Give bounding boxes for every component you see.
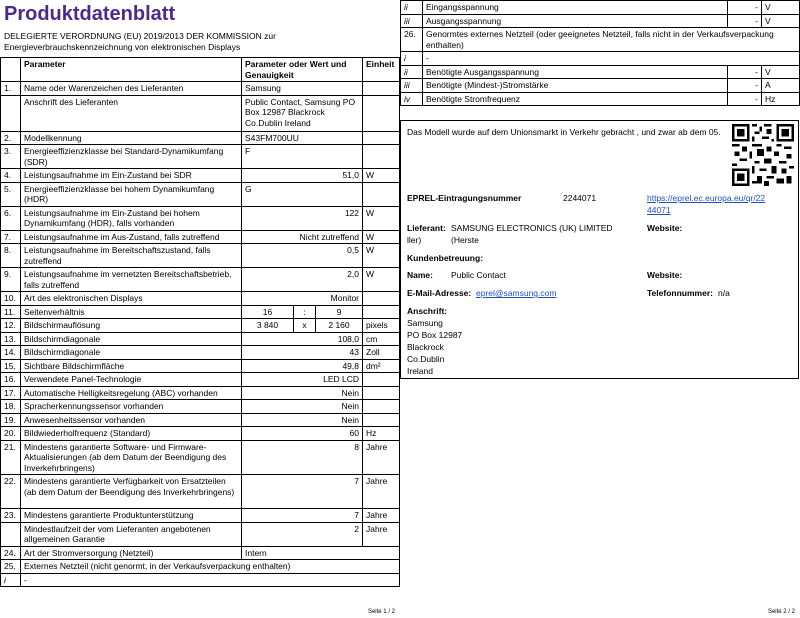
aspect-separator: : [294,305,316,319]
row-value: - [728,92,762,106]
sub-row-number: i [1,573,21,587]
address-line: Blackrock [407,342,444,352]
row-label: Leistungsaufnahme im Ein-Zustand bei hohem Dynamikumfang (HDR), falls vorhanden [21,206,242,230]
table-row [1,546,400,560]
row-unit: W [363,230,400,244]
row-label: Anwesenheitssensor vorhanden [21,413,242,427]
row-number [1,522,21,546]
sub-row-number: iv [401,92,423,106]
eprel-link-line-1: https://eprel.ec.europa.eu/qr/22 [647,193,766,203]
header-parameter: Parameter [21,58,242,82]
table-row [1,332,400,346]
row-unit: Zoll [363,346,400,360]
row-number: 6. [1,206,21,230]
table-row [1,386,400,400]
row-unit [363,400,400,414]
row-value: 122 [242,206,363,230]
row-unit: V [762,14,800,28]
row-number: 9. [1,268,21,292]
row-label: Externes Netzteil (nicht genormt, in der Verkaufsverpackung enthalten) [21,560,400,574]
row-unit [363,95,400,131]
row-value: 0,5 [242,244,363,268]
resolution-separator: x [294,319,316,333]
page-footer: Seite 2 / 2 [767,609,795,615]
row-label: Bildwiederholfrequenz (Standard) [21,427,242,441]
row-label: Bildschirmauflösung [21,319,242,333]
table-header-row [1,58,400,82]
row-value: S43FM700UU [242,131,363,145]
row-number: 1. [1,82,21,96]
table-row [401,92,800,106]
email-label: E-Mail-Adresse: [407,288,472,298]
aspect-width: 16 [242,305,294,319]
row-unit [363,131,400,145]
row-value: Samsung [242,82,363,96]
sub-row-number: ii [401,1,423,15]
row-unit: Hz [762,92,800,106]
row-unit: W [363,206,400,230]
row-value: Nein [242,400,363,414]
table-row [401,1,800,15]
supplier-value [451,222,641,246]
contact-name-label: Name: [407,270,433,280]
row-label: Mindestlaufzeit der vom Lieferanten angebotenen allgemeinen Garantie [21,522,242,546]
row-unit [363,386,400,400]
table-row [1,268,400,292]
row-unit: Jahre [363,440,400,475]
email-link[interactable]: eprel@samsung.com [476,288,557,298]
row-unit: Jahre [363,509,400,523]
table-row [1,509,400,523]
table-row [1,244,400,268]
resolution-height: 2 160 [316,319,363,333]
table-row [401,52,800,66]
row-unit: cm [363,332,400,346]
row-label: Benötigte Stromfrequenz [423,92,728,106]
row-label: Seitenverhältnis [21,305,242,319]
row-number: 20. [1,427,21,441]
row-number: 18. [1,400,21,414]
row-value: - [728,1,762,15]
row-label: Name oder Warenzeichen des Lieferanten [21,82,242,96]
table-row [1,346,400,360]
row-label: Verwendete Panel-Technologie [21,373,242,387]
row-unit: V [762,65,800,79]
table-row [1,475,400,509]
row-unit [363,292,400,306]
row-label: Automatische Helligkeitsregelung (ABC) vorhanden [21,386,242,400]
row-value: 60 [242,427,363,441]
eprel-link-line-2: 44071 [647,205,671,215]
website-label-2: Website: [647,270,683,280]
table-row [1,413,400,427]
row-label: Leistungsaufnahme im vernetzten Bereitschaftsbetrieb, falls zutreffend [21,268,242,292]
row-number: 5. [1,182,21,206]
row-value: LED LCD [242,373,363,387]
row-unit [363,82,400,96]
table-row [1,230,400,244]
table-row [1,427,400,441]
supplier-value-line-2: ller) [407,235,422,245]
row-number: 22. [1,475,21,509]
sub-row-number: ii [401,65,423,79]
row-label: Bildschirmdiagonale [21,332,242,346]
row-number: 7. [1,230,21,244]
row-label: Mindestens garantierte Software- und Firmware-Aktualisierungen (ab dem Datum der Beendigung des Inverkehrbringens) [21,440,242,475]
row-unit: pixels [363,319,400,333]
supplier-label: Lieferant: [407,223,446,233]
table-row [1,182,400,206]
row-label: Leistungsaufnahme im Bereitschaftszustand, falls zutreffend [21,244,242,268]
row-label: Art des elektronischen Displays [21,292,242,306]
row-unit: dm² [363,359,400,373]
row-value: 8 [242,440,363,475]
row-number: 16. [1,373,21,387]
page-footer: Seite 1 / 2 [367,609,395,615]
aspect-height: 9 [316,305,363,319]
table-row [1,560,400,574]
regulation-subtitle: DELEGIERTE VERORDNUNG (EU) 2019/2013 DER KOMMISSION zur Energieverbrauchskennzeichnung von elektronischen Displays [4,31,276,52]
row-unit: V [762,1,800,15]
row-value: 49,8 [242,359,363,373]
address-block [407,317,462,377]
row-number: 19. [1,413,21,427]
page-title: Produktdatenblatt [4,3,176,25]
header-value: Parameter oder Wert und Genauigkeit [242,58,363,82]
row-label: Anschrift des Lieferanten [21,95,242,131]
table-row [1,522,400,546]
row-unit: Hz [363,427,400,441]
table-row [1,169,400,183]
supplier-value-line-1: SAMSUNG ELECTRONICS (UK) LIMITED (Herste [451,223,613,245]
row-unit [363,413,400,427]
header-unit: Einheit [363,58,400,82]
row-label: Energieeffizienzklasse bei hohem Dynamikumfang (HDR) [21,182,242,206]
table-row [1,319,400,333]
table-row [1,440,400,475]
row-unit: Jahre [363,475,400,509]
table-row [1,131,400,145]
qr-code-icon[interactable] [732,124,794,186]
row-label: Ausgangsspannung [423,14,728,28]
address-line: Ireland [407,366,433,376]
sub-row-number: i [401,52,423,66]
row-value: Nicht zutreffend [242,230,363,244]
row-label: Mindestens garantierte Produktunterstützung [21,509,242,523]
row-value: F [242,145,363,169]
address-line: Co.Dublin [407,354,445,364]
row-label: Art der Stromversorgung (Netzteil) [21,546,242,560]
table-row [1,573,400,587]
row-unit: W [363,169,400,183]
support-label: Kundenbetreuung: [407,253,484,263]
row-value: 108,0 [242,332,363,346]
row-value: - [728,79,762,93]
row-value: - [728,14,762,28]
row-value: Nein [242,386,363,400]
row-label: Bildschirmdiagonale [21,346,242,360]
row-label: Eingangsspannung [423,1,728,15]
address-line: Samsung [407,318,443,328]
row-label: Leistungsaufnahme im Ein-Zustand bei SDR [21,169,242,183]
contact-name-value: Public Contact [451,270,506,280]
address-label: Anschrift: [407,306,448,316]
row-value: - [728,65,762,79]
row-number: 13. [1,332,21,346]
table-row [1,305,400,319]
row-label: Energieeffizienzklasse bei Standard-Dynamikumfang (SDR) [21,145,242,169]
row-value: 51,0 [242,169,363,183]
row-number: 21. [1,440,21,475]
page-2 [400,0,800,618]
table-row [1,206,400,230]
row-label: - [21,573,400,587]
product-data-table [0,57,400,587]
row-number: 12. [1,319,21,333]
row-number: 14. [1,346,21,360]
row-unit: Jahre [363,522,400,546]
row-label: Sichtbare Bildschirmfläche [21,359,242,373]
table-row [401,65,800,79]
sub-row-number: iii [401,79,423,93]
table-row [1,95,400,131]
row-label: Leistungsaufnahme im Aus-Zustand, falls zutreffend [21,230,242,244]
table-row [1,292,400,306]
row-label: Spracherkennungssensor vorhanden [21,400,242,414]
row-value: Intern [242,546,400,560]
table-row [401,79,800,93]
row-label: - [423,52,800,66]
table-row [401,14,800,28]
row-unit: A [762,79,800,93]
phone-label: Telefonnummer: [647,288,713,298]
table-row [1,373,400,387]
eprel-label: EPREL-Eintragungsnummer [407,193,522,203]
table-row [1,145,400,169]
row-number: 15. [1,359,21,373]
row-unit [363,305,400,319]
resolution-width: 3 840 [242,319,294,333]
website-label: Website: [647,223,683,233]
eprel-info-box [400,120,799,379]
row-number [1,95,21,131]
address-line: PO Box 12987 [407,330,463,340]
row-unit: W [363,268,400,292]
row-value: 43 [242,346,363,360]
eprel-link[interactable] [647,192,765,216]
row-number: 23. [1,509,21,523]
table-row [1,400,400,414]
row-number: 8. [1,244,21,268]
row-number: 3. [1,145,21,169]
eprel-number: 2244071 [563,193,597,203]
row-label: Benötigte Ausgangsspannung [423,65,728,79]
row-value: Monitor [242,292,363,306]
sub-row-number: iii [401,14,423,28]
row-number: 2. [1,131,21,145]
row-value: 7 [242,509,363,523]
row-number: 11. [1,305,21,319]
row-value: G [242,182,363,206]
row-label: Benötigte (Mindest-)Stromstärke [423,79,728,93]
row-unit: W [363,244,400,268]
table-row [1,359,400,373]
row-value: Public Contact, Samsung PO Box 12987 Blackrock Co.Dublin Ireland [242,95,363,131]
row-number: 4. [1,169,21,183]
row-value: Nein [242,413,363,427]
row-number: 10. [1,292,21,306]
row-number: 24. [1,546,21,560]
phone-value: n/a [718,288,730,298]
row-unit [363,182,400,206]
row-value: 7 [242,475,363,509]
row-number: 26. [401,28,423,52]
row-number: 17. [1,386,21,400]
row-value: 2 [242,522,363,546]
row-label: Mindestens garantierte Verfügbarkeit von Ersatzteilen (ab dem Datum der Beendigung des Inverkehrbringens) [21,475,242,509]
row-label: Genormtes externes Netzteil (oder geeignetes Netzteil, falls nicht in der Verkaufsverpackung enthalten) [423,28,800,52]
row-unit [363,145,400,169]
row-value: 2,0 [242,268,363,292]
power-supply-table [400,0,800,106]
table-row [401,28,800,52]
row-unit [363,373,400,387]
table-row [1,82,400,96]
market-date-text: Das Modell wurde auf dem Unionsmarkt in Verkehr gebracht , und zwar ab dem 05. [407,127,721,137]
row-label: Modellkennung [21,131,242,145]
row-number: 25. [1,560,21,574]
